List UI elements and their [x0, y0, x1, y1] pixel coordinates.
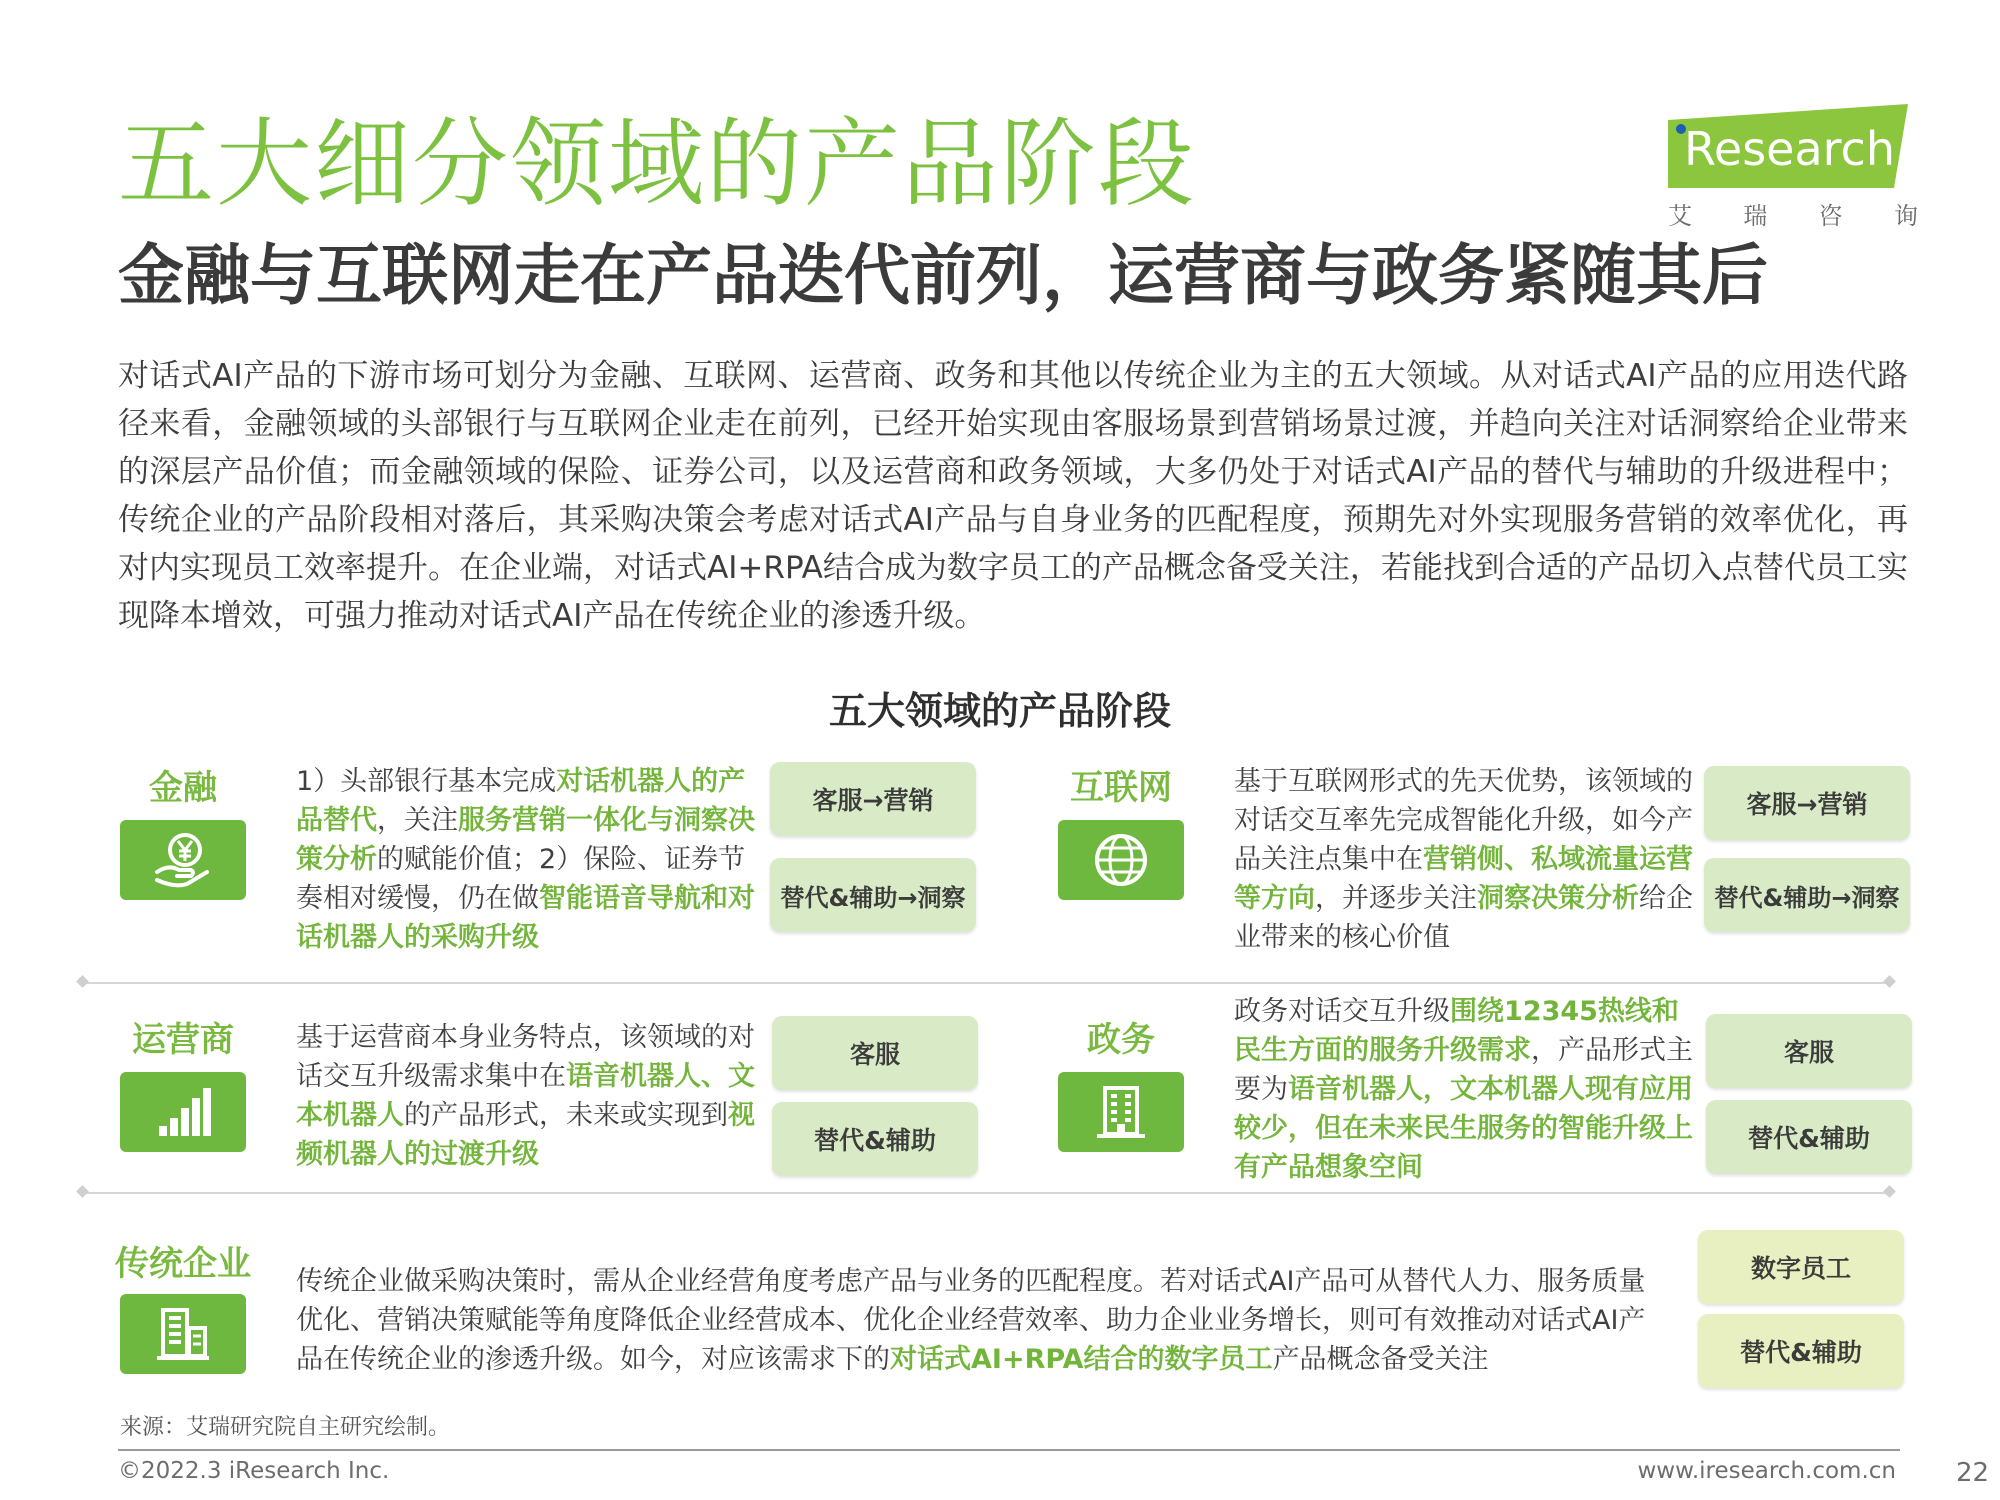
bar-steps-icon [120, 1072, 246, 1152]
desc-highlight: 服务营销一体化与洞察决策分析 [296, 805, 755, 875]
desc-segment: ，产品形式主要为 [1234, 1035, 1693, 1105]
sector-name-telecom: 运营商 [132, 1020, 234, 1060]
copyright: ©2022.3 iResearch Inc. [118, 1458, 390, 1484]
logo-char: 艾 [1668, 202, 1692, 230]
desc-highlight: 语音机器人、文本机器人 [296, 1061, 755, 1131]
sector-desc-traditional [296, 1262, 1646, 1379]
sector-name-finance: 金融 [149, 768, 217, 808]
footer-divider [118, 1449, 1900, 1451]
stage-tag-government-2: 替代&辅助 [1706, 1100, 1912, 1174]
desc-segment: 传统企业做采购决策时，需从企业经营角度考虑产品与业务的匹配程度。若对话式AI产品可从替代人力、服务质量优化、营销决策赋能等角度降低企业经营成本、优化企业经营效率、助力企业业务增长，则可有效推动对话式AI产品在传统企业的渗透升级。如今，对应该需求下的 [296, 1266, 1646, 1375]
stage-tag-internet-1: 客服→营销 [1704, 766, 1910, 840]
stage-tag-telecom-1: 客服 [772, 1016, 978, 1090]
stage-tag-finance-1: 客服→营销 [770, 762, 976, 836]
iresearch-logo [1668, 104, 1918, 234]
sector-desc-internet [1234, 762, 1704, 957]
sector-desc-telecom [296, 1018, 766, 1174]
chart-title: 五大领域的产品阶段 [828, 689, 1171, 733]
sector-name-government: 政务 [1087, 1020, 1155, 1060]
desc-highlight: 营销侧、私域流量运营等方向 [1234, 844, 1693, 914]
logo-chinese-name [1668, 196, 1918, 231]
desc-highlight: 对话机器人的产品替代 [296, 766, 746, 836]
stage-tag-telecom-2: 替代&辅助 [772, 1102, 978, 1176]
building-icon [1058, 1072, 1184, 1152]
desc-segment: 给企业带来的核心价值 [1234, 883, 1693, 953]
desc-highlight: 围绕12345热线和民生方面的服务升级需求 [1234, 996, 1679, 1066]
desc-segment: 的赋能价值；2）保险、证券节奏相对缓慢，仍在做 [296, 844, 746, 914]
intro-paragraph: 对话式AI产品的下游市场可划分为金融、互联网、运营商、政务和其他以传统企业为主的五大领域。从对话式AI产品的应用迭代路径来看，金融领域的头部银行与互联网企业走在前列，已经开始实现由客服场景到营销场景过渡，并趋向关注对话洞察给企业带来的深层产品价值；而金融领域的保险、证券公司，以及运营商和政务领域，大多仍处于对话式AI产品的替代与辅助的升级进程中；传统企业的产品阶段相对落后，其采购决策会考虑对话式AI产品与自身业务的匹配程度，预期先对外实现服务营销的效率优化，再对内实现员工效率提升。在企业端，对话式AI+RPA结合成为数字员工的产品概念备受关注，若能找到合适的产品切入点替代员工实现降本增效，可强力推动对话式AI产品在传统企业的渗透升级。 [118, 358, 1908, 634]
desc-segment: ，关注 [377, 805, 458, 836]
desc-highlight: 语音机器人，文本机器人现有应用较少，但在未来民生服务的智能升级上有产品想象空间 [1234, 1074, 1693, 1183]
logo-char: 瑞 [1743, 202, 1768, 230]
stage-tag-finance-2: 替代&辅助→洞察 [770, 858, 976, 932]
logo-char: 咨 [1818, 202, 1843, 230]
desc-highlight: 视频机器人的过渡升级 [296, 1100, 755, 1170]
desc-segment: 1）头部银行基本完成 [296, 766, 557, 797]
sector-name-traditional: 传统企业 [115, 1244, 251, 1284]
desc-segment: 基于互联网形式的先天优势，该领域的对话交互率先完成智能化升级，如今产品关注点集中在 [1234, 766, 1693, 875]
desc-segment: 产品概念备受关注 [1272, 1344, 1489, 1375]
desc-highlight: 对话式AI+RPA结合的数字员工 [890, 1344, 1273, 1375]
desc-highlight: 洞察决策分析 [1477, 883, 1639, 914]
desc-highlight: 智能语音导航和对话机器人的采购升级 [296, 883, 755, 953]
logo-char: 询 [1893, 202, 1918, 230]
stage-tag-internet-2: 替代&辅助→洞察 [1704, 858, 1910, 932]
globe-icon [1058, 820, 1184, 900]
stage-tag-government-1: 客服 [1706, 1014, 1912, 1088]
section-divider [82, 1192, 1890, 1194]
sector-desc-government [1234, 992, 1704, 1187]
desc-segment: 政务对话交互升级 [1234, 996, 1450, 1027]
website-link[interactable]: www.iresearch.com.cn [1637, 1458, 1896, 1484]
stage-tag-traditional-2: 替代&辅助 [1698, 1314, 1904, 1388]
page-title: 五大细分领域的产品阶段 [118, 108, 1196, 220]
sector-name-internet: 互联网 [1070, 768, 1172, 808]
source-note: 来源：艾瑞研究院自主研究绘制。 [120, 1415, 451, 1440]
sector-desc-finance [296, 762, 766, 957]
page-subtitle: 金融与互联网走在产品迭代前列，运营商与政务紧随其后 [118, 237, 1768, 314]
office-building-icon [120, 1294, 246, 1374]
hand-coin-icon [120, 820, 246, 900]
desc-segment: 的产品形式，未来或实现到 [404, 1100, 728, 1131]
stage-tag-traditional-1: 数字员工 [1698, 1230, 1904, 1304]
section-divider [82, 982, 1890, 984]
logo-text: Research [1684, 122, 1895, 176]
desc-segment: 基于运营商本身业务特点，该领域的对话交互升级需求集中在 [296, 1022, 755, 1092]
desc-segment: ，并逐步关注 [1315, 883, 1477, 914]
page-number: 22 [1956, 1458, 1990, 1488]
